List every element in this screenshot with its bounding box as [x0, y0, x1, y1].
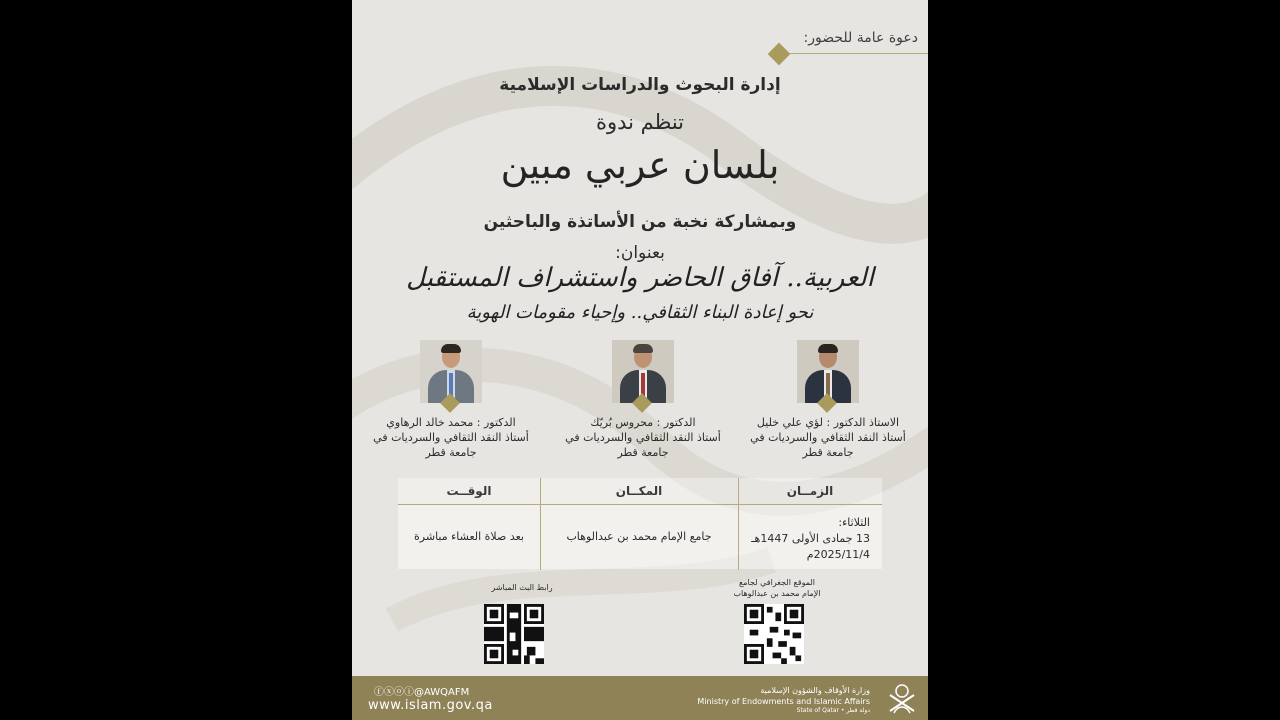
event-date-hijri: 13 جمادى الأولى 1447هـ [751, 532, 870, 545]
speaker-university: جامعة قطر [425, 446, 477, 459]
ministry-logo-icon [884, 681, 920, 717]
website-link[interactable]: www.islam.gov.qa [368, 698, 493, 713]
live-stream-qr-code[interactable] [484, 604, 544, 664]
footer-bar [352, 676, 928, 720]
invitation-label: دعوة عامة للحضور: [803, 30, 918, 46]
when-header: الوقــت [398, 478, 540, 505]
lecture-headline: العربية.. آفاق الحاضر واستشراف المستقبل [406, 263, 874, 293]
speaker-card [743, 340, 913, 460]
event-title: بلسان عربي مبين [500, 143, 780, 187]
speaker-name: الاستاذ الدكتور : لؤي علي خليل [756, 416, 900, 429]
event-date-gregorian: 2025/11/4م [806, 548, 870, 561]
table-divider [738, 478, 739, 570]
social-handle[interactable]: ⓕⓧⓞⓘ@AWQAFM [374, 687, 470, 698]
location-qr-label [722, 577, 832, 599]
place-column [540, 478, 738, 570]
titled-label: بعنوان: [615, 243, 665, 263]
lecture-subheadline: نحو إعادة البناء الثقافي.. وإحياء مقومات الهوية [466, 302, 814, 323]
schedule-table [398, 478, 882, 570]
live-stream-qr-label: رابط البث المباشر [491, 583, 553, 592]
when-column [398, 478, 540, 570]
time-header: الزمــان [738, 478, 882, 505]
ministry-name-arabic: وزارة الأوقاف والشؤون الإسلامية [760, 686, 870, 695]
speaker-title: أستاذ النقد الثقافي والسرديات في [750, 431, 906, 444]
event-day: الثلاثاء: [838, 516, 870, 529]
speaker-title: أستاذ النقد الثقافي والسرديات في [373, 431, 529, 444]
speaker-university: جامعة قطر [617, 446, 669, 459]
location-qr-label-line1: الموقع الجغرافي لجامع [739, 578, 815, 587]
ministry-name-english: Ministry of Endowments and Islamic Affairs [697, 697, 870, 706]
department-name: إدارة البحوث والدراسات الإسلامية [499, 75, 781, 95]
speaker-university: جامعة قطر [802, 446, 854, 459]
event-time: بعد صلاة العشاء مباشرة [414, 530, 524, 543]
speaker-title: أستاذ النقد الثقافي والسرديات في [565, 431, 721, 444]
place-header: المكــان [540, 478, 738, 505]
location-qr-code[interactable] [744, 604, 804, 664]
event-poster [352, 0, 928, 720]
time-column [738, 478, 882, 570]
speaker-card [366, 340, 536, 460]
organizes-text: تنظم ندوة [595, 110, 685, 134]
location-qr-label-line2: الإمام محمد بن عبدالوهاب [733, 589, 821, 598]
invitation-divider [782, 53, 928, 54]
speaker-name: الدكتور : محروس بُريّك [590, 416, 696, 429]
event-place: جامع الإمام محمد بن عبدالوهاب [566, 530, 712, 543]
participation-text: وبمشاركة نخبة من الأساتذة والباحثين [483, 212, 797, 232]
speaker-card [558, 340, 728, 460]
state-label: State of Qatar • دولة قطر [796, 707, 870, 714]
table-divider [540, 478, 541, 570]
speaker-name: الدكتور : محمد خالد الرهاوي [386, 416, 516, 429]
